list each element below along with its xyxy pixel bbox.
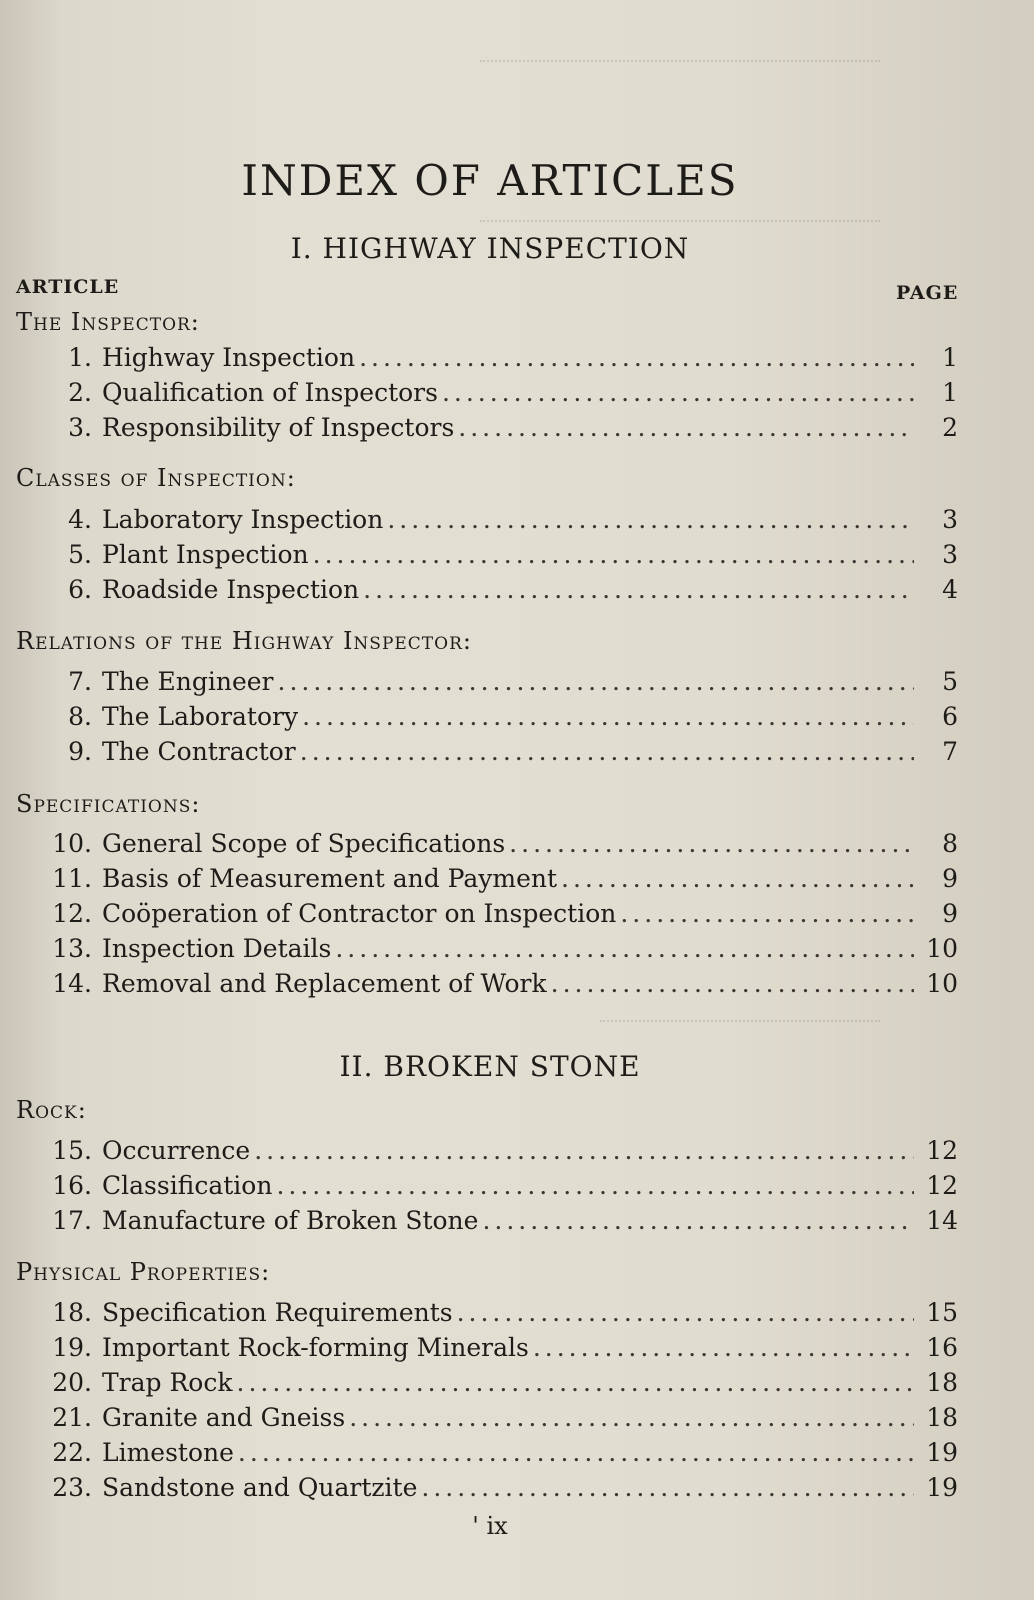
entry-number: 13. — [52, 934, 92, 963]
entry-number: 23. — [52, 1473, 92, 1502]
entry-label: Limestone — [102, 1438, 234, 1467]
index-entry — [40, 540, 958, 574]
entry-number: 11. — [52, 864, 92, 893]
entry-number: 22. — [52, 1438, 92, 1467]
leader-dots — [349, 1403, 914, 1432]
leader-dots — [551, 969, 914, 998]
entry-page: 14 — [926, 1206, 958, 1235]
entry-number: 18. — [52, 1298, 92, 1327]
entry-page: 12 — [926, 1136, 958, 1165]
leader-dots — [363, 575, 914, 604]
entry-page: 1 — [942, 378, 958, 407]
entry-page: 8 — [942, 829, 958, 858]
entry-label: Qualification of Inspectors — [102, 378, 438, 407]
entry-page: 3 — [942, 505, 958, 534]
entry-label: Basis of Measurement and Payment — [102, 864, 558, 893]
entry-page: 19 — [926, 1438, 958, 1467]
leader-dots — [302, 702, 914, 731]
entry-page: 10 — [926, 934, 958, 963]
entry-label: Inspection Details — [102, 934, 332, 963]
entry-label: Laboratory Inspection — [102, 505, 384, 534]
section-heading: The Inspector: — [16, 308, 200, 336]
index-entry — [40, 1136, 958, 1170]
index-entry — [40, 667, 958, 701]
index-entry — [40, 1368, 958, 1402]
entry-label: Removal and Replacement of Work — [102, 969, 547, 998]
leader-dots — [237, 1368, 914, 1397]
index-entry — [40, 413, 958, 447]
index-entry — [40, 343, 958, 377]
entry-label: The Contractor — [102, 737, 296, 766]
entry-page: 15 — [926, 1298, 958, 1327]
leader-dots — [387, 505, 914, 534]
leader-dots — [359, 343, 914, 372]
entry-label: Important Rock-forming Minerals — [102, 1333, 529, 1362]
leader-dots — [458, 413, 914, 442]
entry-page: 4 — [942, 575, 958, 604]
index-entry — [40, 864, 958, 898]
page-number: ' ix — [472, 1512, 508, 1540]
entry-page: 16 — [926, 1333, 958, 1362]
entry-page: 7 — [942, 737, 958, 766]
leader-dots — [457, 1298, 914, 1327]
index-entry — [40, 737, 958, 771]
leader-dots — [238, 1438, 914, 1467]
entry-label: Manufacture of Broken Stone — [102, 1206, 479, 1235]
leader-dots — [533, 1333, 914, 1362]
leader-dots — [276, 1171, 914, 1200]
index-entry — [40, 1206, 958, 1240]
entry-label: Coöperation of Contractor on Inspection — [102, 899, 617, 928]
section-heading: Specifications: — [16, 790, 201, 818]
section-heading: Relations of the Highway Inspector: — [16, 627, 472, 655]
entry-label: Occurrence — [102, 1136, 251, 1165]
entry-number: 17. — [52, 1206, 92, 1235]
leader-dots — [442, 378, 914, 407]
entry-page: 18 — [926, 1368, 958, 1397]
entry-label: Trap Rock — [102, 1368, 233, 1397]
index-entry — [40, 934, 958, 968]
entry-number: 14. — [52, 969, 92, 998]
entry-page: 9 — [942, 899, 958, 928]
entry-number: 3. — [68, 413, 92, 442]
entry-number: 4. — [68, 505, 92, 534]
leader-dots — [313, 540, 914, 569]
leader-dots — [509, 829, 914, 858]
entry-number: 20. — [52, 1368, 92, 1397]
section-heading: Physical Properties: — [16, 1258, 271, 1286]
index-entry — [40, 702, 958, 736]
entry-number: 15. — [52, 1136, 92, 1165]
entry-label: The Laboratory — [102, 702, 299, 731]
entry-label: Granite and Gneiss — [102, 1403, 346, 1432]
entry-label: General Scope of Specifications — [102, 829, 506, 858]
entry-page: 9 — [942, 864, 958, 893]
entry-number: 21. — [52, 1403, 92, 1432]
entry-label: The Engineer — [102, 667, 274, 696]
entry-number: 16. — [52, 1171, 92, 1200]
index-entry — [40, 829, 958, 863]
index-entry — [40, 1473, 958, 1507]
entry-page: 10 — [926, 969, 958, 998]
leader-dots — [482, 1206, 914, 1235]
part-heading-highway-inspection: I. HIGHWAY INSPECTION — [290, 232, 690, 265]
entry-number: 19. — [52, 1333, 92, 1362]
entry-label: Sandstone and Quartzite — [102, 1473, 418, 1502]
entry-label: Classification — [102, 1171, 273, 1200]
entry-number: 10. — [52, 829, 92, 858]
entry-page: 3 — [942, 540, 958, 569]
leader-dots — [278, 667, 914, 696]
entry-label: Plant Inspection — [102, 540, 309, 569]
section-heading: Rock: — [16, 1096, 87, 1124]
leader-dots — [300, 737, 914, 766]
index-entry — [40, 899, 958, 933]
index-entry — [40, 1438, 958, 1472]
index-entry — [40, 1298, 958, 1332]
entry-page: 2 — [942, 413, 958, 442]
entry-page: 6 — [942, 702, 958, 731]
page-column-header: PAGE — [896, 282, 959, 304]
part-heading-broken-stone: II. BROKEN STONE — [339, 1050, 641, 1083]
entry-number: 12. — [52, 899, 92, 928]
section-heading: Classes of Inspection: — [16, 464, 296, 492]
entry-page: 18 — [926, 1403, 958, 1432]
entry-label: Roadside Inspection — [102, 575, 360, 604]
index-entry — [40, 1403, 958, 1437]
entry-number: 6. — [68, 575, 92, 604]
leader-dots — [561, 864, 914, 893]
entry-page: 19 — [926, 1473, 958, 1502]
entry-number: 5. — [68, 540, 92, 569]
entry-page: 1 — [942, 343, 958, 372]
page-title: INDEX OF ARTICLES — [241, 156, 739, 206]
leader-dots — [335, 934, 914, 963]
index-entry — [40, 969, 958, 1003]
entry-page: 5 — [942, 667, 958, 696]
entry-number: 8. — [68, 702, 92, 731]
entry-number: 9. — [68, 737, 92, 766]
leader-dots — [620, 899, 914, 928]
index-entry — [40, 1333, 958, 1367]
entry-label: Responsibility of Inspectors — [102, 413, 455, 442]
index-entry — [40, 1171, 958, 1205]
leader-dots — [421, 1473, 914, 1502]
entry-label: Highway Inspection — [102, 343, 356, 372]
entry-label: Specification Requirements — [102, 1298, 453, 1327]
leader-dots — [254, 1136, 914, 1165]
index-entry — [40, 505, 958, 539]
article-column-header: ARTICLE — [16, 276, 120, 298]
entry-number: 1. — [68, 343, 92, 372]
entry-number: 7. — [68, 667, 92, 696]
index-entry — [40, 575, 958, 609]
entry-number: 2. — [68, 378, 92, 407]
entry-page: 12 — [926, 1171, 958, 1200]
index-entry — [40, 378, 958, 412]
